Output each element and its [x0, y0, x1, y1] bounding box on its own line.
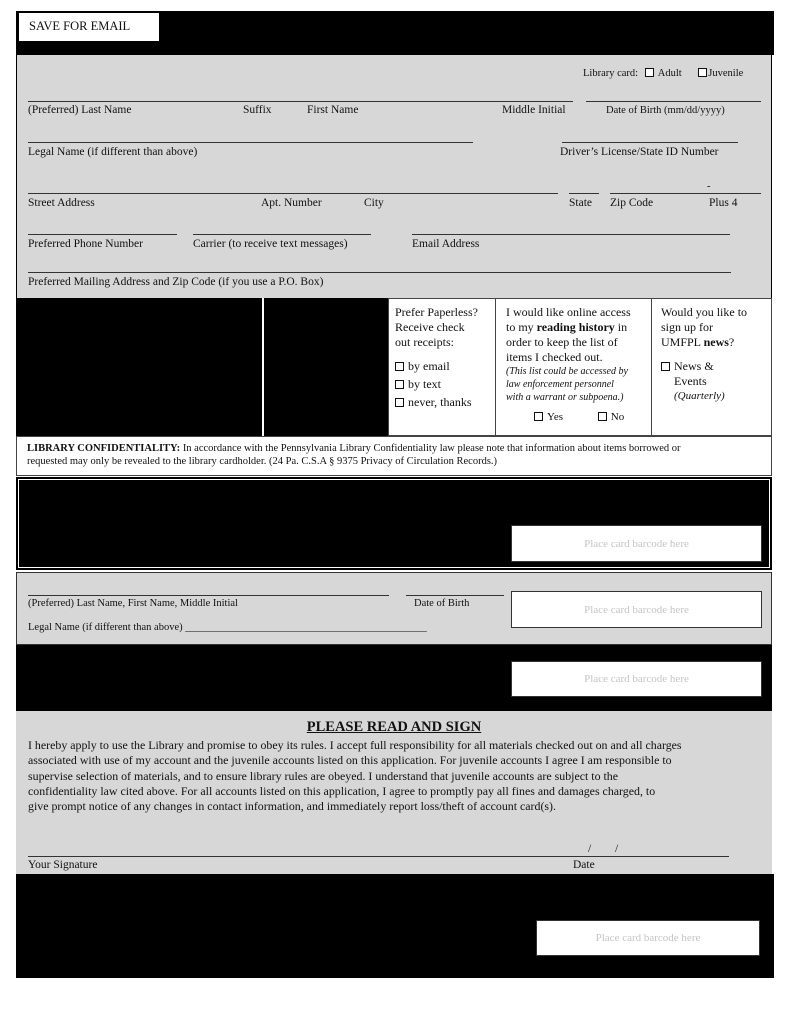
barcode-label-1: Place card barcode here: [584, 537, 689, 550]
reading-history-box: [495, 298, 651, 436]
option-by-text[interactable]: [395, 377, 489, 392]
middle-initial-label: Middle Initial: [502, 104, 566, 116]
history-note1: (This list could be accessed by: [506, 366, 628, 377]
zip-label: Zip Code: [610, 197, 654, 209]
barcode-label-4: Place card barcode here: [595, 932, 701, 944]
date-slash-1: /: [588, 843, 592, 855]
paperless-line2: Receive check: [395, 320, 465, 334]
news-opt2-label: Events: [674, 374, 707, 388]
by-text-checkbox[interactable]: [395, 380, 404, 389]
sign-body-line1: I hereby apply to use the Library and promise to obey its rules. I accept full responsibility for all materials checked out on and all charges: [28, 738, 682, 752]
news-box: [651, 298, 772, 436]
history-line1: I would like online access: [506, 305, 631, 319]
paperless-box: [388, 298, 495, 436]
confidentiality-heading: LIBRARY CONFIDENTIALITY:: [27, 443, 181, 454]
by-text-label: by text: [408, 377, 441, 391]
history-note3: with a warrant or subpoena.): [506, 392, 624, 403]
news-line1: Would you like to: [661, 305, 748, 319]
email-line[interactable]: [412, 234, 730, 235]
paperless-line3: out receipts:: [395, 335, 454, 349]
redacted-block-1: [16, 298, 262, 436]
barcode-label-3: Place card barcode here: [584, 673, 689, 685]
history-no-label: No: [610, 411, 625, 423]
option-never[interactable]: [395, 395, 489, 410]
mailing-line[interactable]: [28, 272, 731, 273]
mailing-label: Preferred Mailing Address and Zip Code (if you use a P.O. Box): [28, 276, 324, 288]
juvenile-name-label: (Preferred) Last Name, First Name, Middle Initial: [28, 598, 238, 609]
license-line[interactable]: [562, 142, 738, 143]
barcode-area-4[interactable]: [536, 920, 760, 956]
date-label: Date: [573, 859, 595, 871]
dob-label: Date of Birth (mm/dd/yyyy): [606, 105, 725, 116]
library-card-row: [583, 68, 743, 80]
history-yes-checkbox[interactable]: [534, 412, 543, 421]
juvenile-name-line[interactable]: [28, 595, 389, 596]
dob-line[interactable]: [586, 101, 761, 102]
applicant-info-section: [16, 55, 772, 298]
confidentiality-notice: [16, 436, 772, 476]
license-label: Driver’s License/State ID Number: [560, 146, 719, 158]
library-card-label: Library card:: [583, 68, 639, 79]
never-checkbox[interactable]: [395, 398, 404, 407]
news-opt3-label: (Quarterly): [674, 390, 725, 402]
news-line3: UMFPL news?: [661, 335, 735, 349]
history-no-checkbox[interactable]: [598, 412, 607, 421]
carrier-label: Carrier (to receive text messages): [193, 238, 348, 250]
sign-body: [28, 738, 764, 814]
legal-name-label: Legal Name (if different than above): [28, 146, 198, 158]
barcode-area-1[interactable]: [511, 525, 762, 562]
street-line[interactable]: [28, 193, 558, 194]
history-note2: law enforcement personnel: [506, 379, 614, 390]
barcode-area-3[interactable]: [511, 661, 762, 697]
by-email-label: by email: [408, 359, 450, 373]
apt-label: Apt. Number: [261, 197, 322, 209]
confidentiality-text2: requested may only be revealed to the library cardholder. (24 Pa. C.S.A § 9375 Privacy of Circulation Records.): [27, 456, 498, 468]
zip-line[interactable]: [610, 193, 761, 194]
barcode-label-2: Place card barcode here: [584, 603, 689, 616]
phone-label: Preferred Phone Number: [28, 238, 143, 250]
phone-line[interactable]: [28, 234, 177, 235]
save-for-email-label: SAVE FOR EMAIL: [29, 19, 131, 33]
news-checkbox[interactable]: [661, 362, 670, 371]
news-option[interactable]: [661, 359, 765, 374]
sign-body-line5: give prompt notice of any changes in contact information, and immediately report loss/theft of account card(s).: [28, 799, 556, 814]
date-slash-2: /: [615, 843, 619, 855]
signature-label: Your Signature: [28, 859, 98, 871]
by-email-checkbox[interactable]: [395, 362, 404, 371]
name-line[interactable]: [28, 101, 573, 102]
confidentiality-text1: In accordance with the Pennsylvania Library Confidentiality law please note that information about items borrowed or: [180, 443, 681, 454]
option-by-email[interactable]: [395, 359, 489, 374]
sign-title: PLEASE READ AND SIGN: [306, 719, 482, 735]
history-line2: to my reading history in: [506, 320, 628, 334]
last-name-label: (Preferred) Last Name: [28, 104, 132, 116]
sign-body-line4: confidentiality law cited above. For all accounts listed on this application, I agree to promptly pay all fines and damages charged, to: [28, 783, 656, 798]
juvenile-dob-label: Date of Birth: [414, 598, 470, 609]
street-label: Street Address: [28, 197, 95, 209]
history-yes-label: Yes: [547, 411, 564, 423]
adult-checkbox[interactable]: [645, 68, 654, 77]
plus4-dash: -: [707, 181, 711, 192]
sign-body-line2: associated with use of my account and the juvenile accounts listed on this application. For juvenile accounts I agree I am responsible to: [28, 753, 672, 768]
state-line[interactable]: [569, 193, 599, 194]
barcode-area-2[interactable]: [511, 591, 762, 628]
city-label: City: [364, 197, 384, 209]
news-line2: sign up for: [661, 320, 713, 334]
first-name-label: First Name: [307, 104, 359, 116]
state-label: State: [569, 197, 592, 209]
paperless-line1: Prefer Paperless?: [395, 305, 478, 319]
suffix-label: Suffix: [243, 104, 272, 116]
history-line3: order to keep the list of: [506, 335, 618, 349]
carrier-line[interactable]: [193, 234, 371, 235]
news-opt1-label: News &: [674, 359, 714, 373]
sign-body-line3: supervise selection of materials, and to ensure library rules are obeyed. I understand that juvenile accounts are subject to the: [28, 768, 619, 783]
never-label: never, thanks: [408, 395, 472, 409]
plus4-label: Plus 4: [709, 197, 738, 209]
email-label: Email Address: [412, 238, 480, 250]
juvenile-dob-line[interactable]: [406, 595, 504, 596]
save-for-email-tab[interactable]: [19, 13, 159, 41]
juvenile-checkbox[interactable]: [698, 68, 707, 77]
adult-label: Adult: [657, 68, 682, 79]
history-yes-no: [506, 411, 642, 425]
redacted-block-2: [262, 298, 388, 436]
signature-line[interactable]: [28, 856, 729, 857]
history-line4: items I checked out.: [506, 350, 603, 364]
juvenile-label: Juvenile: [708, 68, 744, 79]
legal-name-line[interactable]: [28, 142, 473, 143]
juvenile-legal-label: Legal Name (if different than above) ______________________________________________: [28, 622, 427, 633]
